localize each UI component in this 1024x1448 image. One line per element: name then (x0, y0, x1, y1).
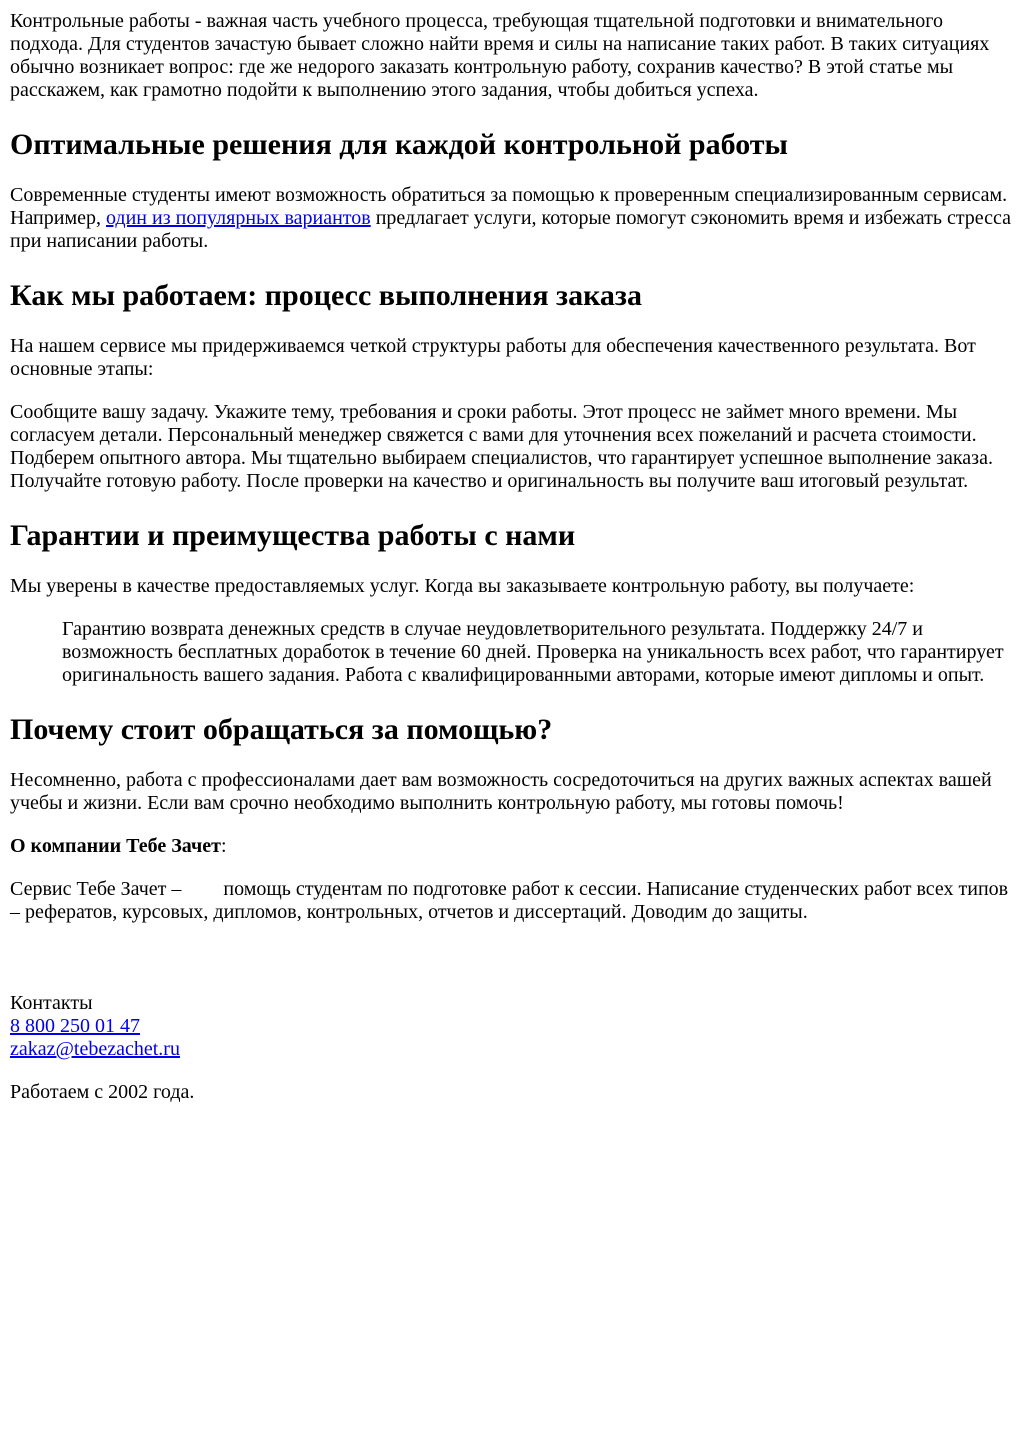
text: Сервис Тебе Зачет – (10, 878, 182, 900)
company-label (10, 835, 1014, 858)
process-intro: На нашем сервисе мы придерживаемся четкой структуры работы для обеспечения качественного результата. Вот основные этапы: (10, 335, 976, 380)
contacts (10, 992, 1014, 1104)
text: помощь студентам по подготовке работ к сессии. Написание студенческих работ всех типов – рефератов, курсовых, дипломов, контрольных, отчетов и диссертаций. Доводим до защиты. (10, 878, 1009, 923)
section-heading-solutions: Оптимальные решения для каждой контрольной работы (10, 128, 788, 161)
phone-link[interactable]: 8 800 250 01 47 (10, 1015, 140, 1037)
section-heading-guarantees: Гарантии и преимущества работы с нами (10, 519, 576, 552)
process-steps: Сообщите вашу задачу. Укажите тему, требования и сроки работы. Этот процесс не займет много времени. Мы согласуем детали. Персональный менеджер свяжется с вами для уточнения всех пожеланий и расчета стоимости. Подберем опытного автора. Мы тщательно выбираем специалистов, что гарантирует успешное выполнение заказа. Получайте готовую работу. После проверки на качество и оригинальность вы получите ваш итоговый результат. (10, 401, 993, 492)
popular-option-link[interactable]: один из популярных вариантов (106, 207, 371, 229)
why-paragraph: Несомненно, работа с профессионалами дает вам возможность сосредоточиться на других важных аспектах вашей учебы и жизни. Если вам срочно необходимо выполнить контрольную работу, мы готовы помочь! (10, 769, 992, 814)
colon: : (220, 835, 227, 857)
guarantees-intro: Мы уверены в качестве предоставляемых услуг. Когда вы заказываете контрольную работу, вы получаете: (10, 575, 915, 597)
since-text: Работаем с 2002 года. (10, 1081, 195, 1103)
company-paragraph (10, 878, 1014, 924)
email-link[interactable]: zakaz@tebezachet.ru (10, 1038, 180, 1060)
text: Современные студенты имеют возможность обратиться за помощью к проверенным специализированным сервисам. Например, (10, 184, 1008, 229)
section-heading-why: Почему стоит обращаться за помощью? (10, 713, 553, 746)
section-heading-process: Как мы работаем: процесс выполнения заказа (10, 279, 642, 312)
company-label-bold: О компании Тебе Зачет (10, 835, 221, 857)
intro-paragraph: Контрольные работы - важная часть учебного процесса, требующая тщательной подготовки и внимательного подхода. Для студентов зачастую бывает сложно найти время и силы на написание таких работ. В таких ситуациях обычно возникает вопрос: где же недорого заказать контрольную работу, сохранив качество? В этой статье мы расскажем, как грамотно подойти к выполнению этого задания, чтобы добиться успеха. (10, 10, 990, 101)
solutions-paragraph (10, 184, 1014, 253)
contacts-title: Контакты (10, 992, 93, 1014)
text: предлагает услуги, которые помогут сэкономить время и избежать стресса при написании работы. (10, 207, 1012, 252)
guarantees-quote: Гарантию возврата денежных средств в случае неудовлетворительного результата. Поддержку 24/7 и возможность бесплатных доработок в течение 60 дней. Проверка на уникальность всех работ, что гарантирует оригинальность вашего задания. Работа с квалифицированными авторами, которые имеют дипломы и опыт. (62, 618, 1004, 686)
